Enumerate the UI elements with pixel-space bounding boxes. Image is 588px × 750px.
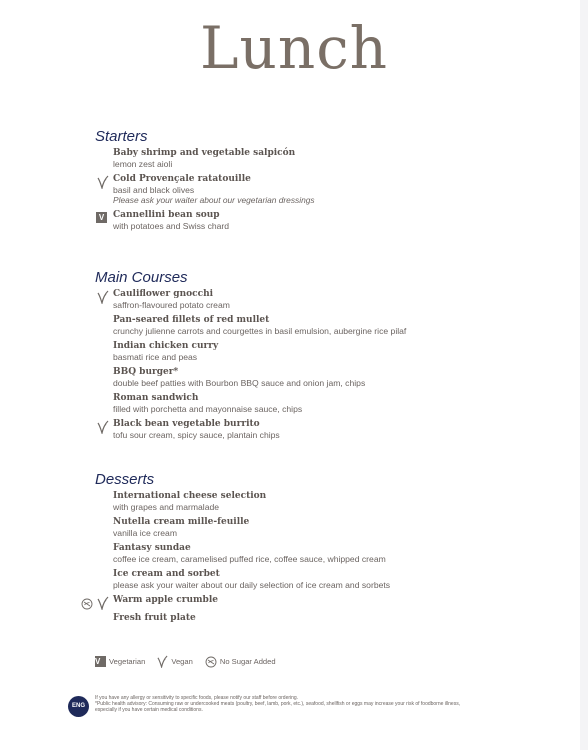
item-name: Nutella cream mille-feuille: [113, 517, 250, 527]
item-name: Cauliflower gnocchi: [113, 289, 214, 299]
menu-item: [95, 419, 535, 440]
item-name: BBQ burger*: [113, 367, 179, 377]
vegan-leaf-icon: [157, 655, 168, 668]
page-title: Lunch: [199, 14, 389, 82]
item-description: vanilla ice cream: [113, 528, 177, 538]
footer-disclaimer: [95, 695, 465, 713]
vegan-leaf-icon: [97, 420, 109, 439]
vegan-leaf-icon: [97, 290, 109, 309]
menu-item: [95, 289, 535, 310]
legend-vegetarian-label: Vegetarian: [109, 657, 146, 666]
starters-heading: Starters: [95, 128, 148, 145]
item-name: Fresh fruit plate: [113, 613, 196, 623]
item-description: tofu sour cream, spicy sauce, plantain chips: [113, 430, 280, 440]
legend-vegetarian: [95, 656, 145, 667]
menu-item: [95, 367, 535, 388]
desserts-heading: Desserts: [95, 471, 155, 488]
item-description: please ask your waiter about our daily selection of ice cream and sorbets: [113, 580, 391, 590]
no-sugar-icon: [205, 656, 217, 668]
menu-item: [95, 341, 535, 362]
menu-item: [95, 491, 535, 512]
legend-no-sugar-label: No Sugar Added: [219, 657, 276, 666]
item-description: basmati rice and peas: [113, 352, 198, 362]
starters-section: [95, 128, 535, 236]
menu-item: [95, 595, 535, 606]
mains-section: [95, 269, 535, 445]
menu-item: [95, 569, 535, 590]
item-description: filled with porchetta and mayonnaise sauce, chips: [113, 404, 303, 414]
item-note: Please ask your waiter about our vegetarian dressings: [113, 195, 315, 205]
item-description: lemon zest aioli: [113, 159, 173, 169]
item-description: double beef patties with Bourbon BBQ sauce and onion jam, chips: [113, 378, 366, 388]
item-name: Cannellini bean soup: [113, 210, 220, 220]
vegetarian-v-icon: V: [95, 656, 106, 667]
menu-item: [95, 517, 535, 538]
item-name: International cheese selection: [113, 491, 267, 501]
item-description: coffee ice cream, caramelised puffed rice, coffee sauce, whipped cream: [113, 554, 386, 564]
item-name: Ice cream and sorbet: [113, 569, 220, 579]
mains-heading: Main Courses: [95, 269, 188, 286]
item-description: crunchy julienne carrots and courgettes in basil emulsion, aubergine rice pilaf: [113, 326, 407, 336]
menu-item: [95, 393, 535, 414]
legend-vegan: [157, 655, 193, 668]
menu-item: [95, 174, 535, 205]
item-name: Roman sandwich: [113, 393, 199, 403]
desserts-section: [95, 471, 535, 629]
item-name: Black bean vegetable burrito: [113, 419, 260, 429]
menu-item: [95, 315, 535, 336]
allergy-notice: If you have any allergy or sensitivity to specific foods, please notify our staff before ordering.: [95, 695, 299, 701]
item-name: Fantasy sundae: [113, 543, 191, 553]
item-name: Pan-seared fillets of red mullet: [113, 315, 270, 325]
vegan-leaf-icon: [97, 175, 109, 194]
item-name: Cold Provençale ratatouille: [113, 174, 251, 184]
menu-item: [95, 543, 535, 564]
menu-item: [95, 613, 535, 624]
legend-vegan-label: Vegan: [171, 657, 193, 666]
item-description: with potatoes and Swiss chard: [113, 221, 230, 231]
menu-item: [95, 148, 535, 169]
legend-no-sugar: [205, 656, 276, 668]
vegetarian-v-icon: V: [96, 212, 107, 223]
item-name: Warm apple crumble: [113, 595, 218, 605]
language-badge[interactable]: ENG: [68, 696, 89, 717]
item-description: with grapes and marmalade: [113, 502, 220, 512]
menu-item: [95, 210, 535, 231]
health-advisory: *Public health advisory: Consuming raw or undercooked meats (poultry, beef, lamb, pork, etc.), seafood, shellfish or eggs may increase your risk of foodborne illness, especially if you have certain medical conditions.: [95, 701, 461, 713]
dietary-legend: [95, 655, 288, 668]
no-sugar-icon: [81, 597, 93, 615]
item-name: Baby shrimp and vegetable salpicón: [113, 148, 296, 158]
item-name: Indian chicken curry: [113, 341, 219, 351]
item-description: saffron-flavoured potato cream: [113, 300, 230, 310]
item-description: basil and black olives: [113, 185, 195, 195]
